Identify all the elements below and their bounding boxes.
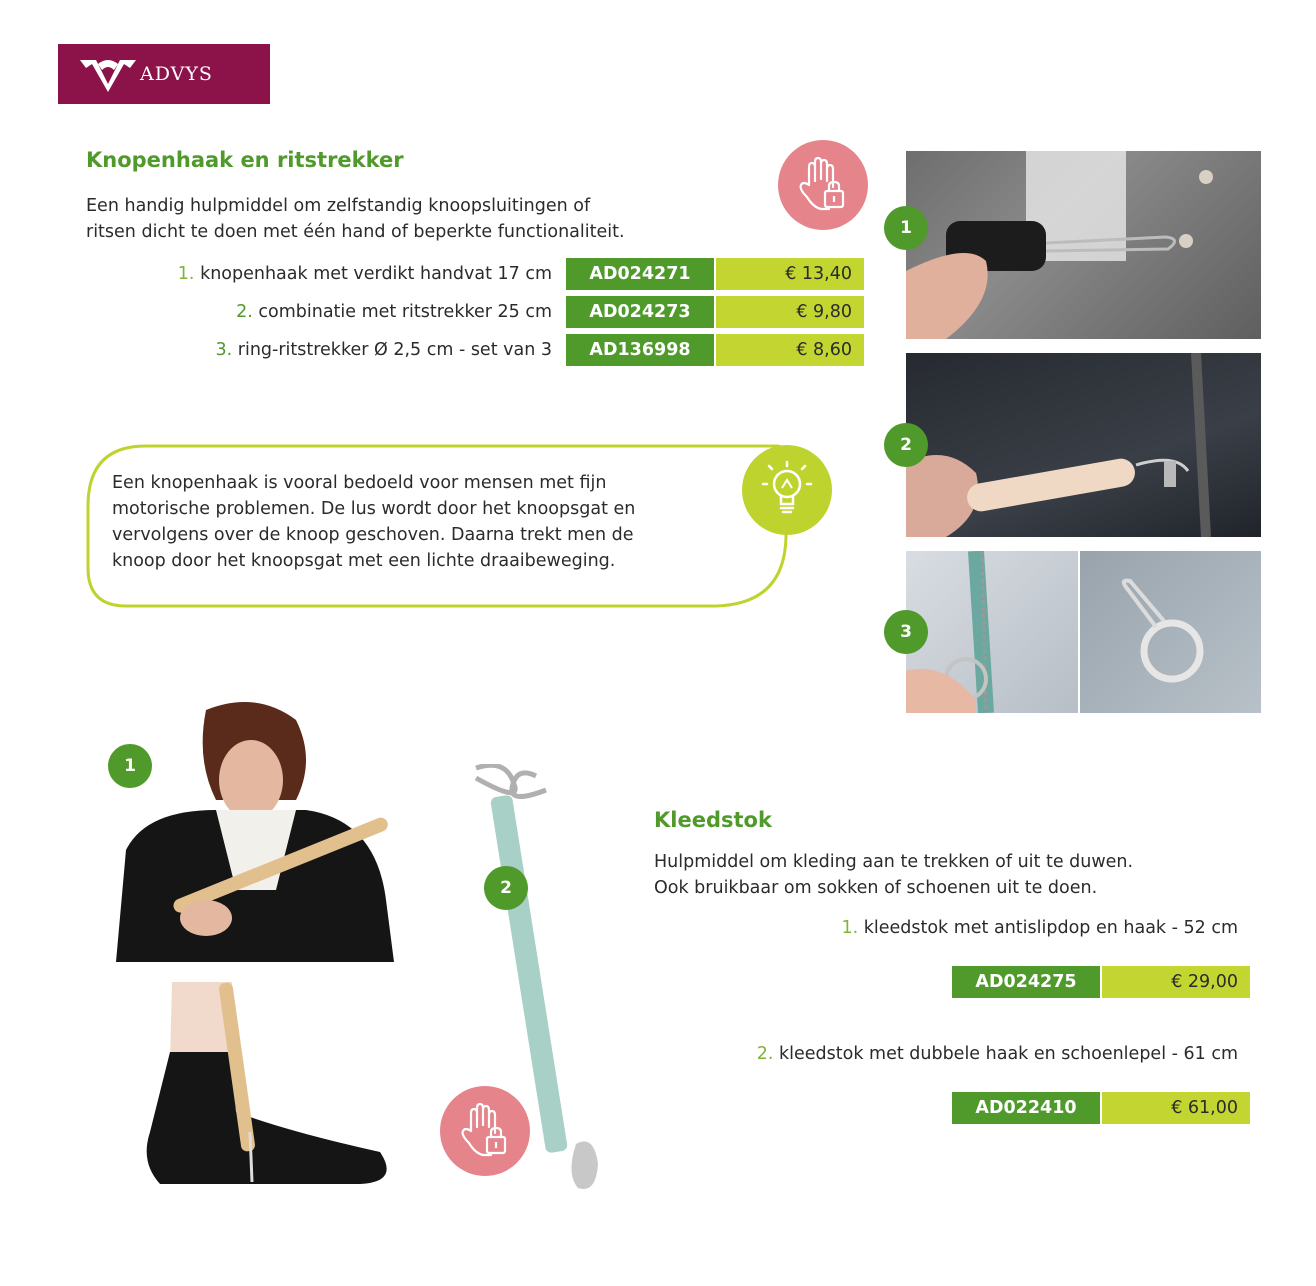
hand-lock-badge [440,1086,530,1176]
product-photo-2 [906,353,1261,537]
product-price: € 29,00 [1102,966,1250,998]
product-label [841,918,1238,938]
item-number: 2. [756,1044,774,1064]
product-code: AD024273 [566,296,714,328]
tip-line: knoop door het knoopsgat met een lichte draaibeweging. [112,551,616,571]
section-title-knopenhaak: Knopenhaak en ritstrekker [86,148,404,172]
product-photo-kleedstok-woman [86,700,394,962]
product-label [178,264,552,284]
photo-number-badge: 3 [884,610,928,654]
product-photo-1 [906,151,1261,339]
intro-line: Een handig hulpmiddel om zelfstandig knoopsluitingen of [86,196,591,216]
tip-line: vervolgens over de knoop geschoven. Daarna trekt men de [112,525,634,545]
section-intro-knopenhaak [86,193,786,245]
photo-number-badge: 2 [484,866,528,910]
product-code: AD024275 [952,966,1100,998]
product-price: € 13,40 [716,258,864,290]
product-label [236,302,552,322]
product-row [0,258,552,290]
product-code: AD022410 [952,1092,1100,1124]
product-price: € 8,60 [716,334,864,366]
hand-lock-badge [778,140,868,230]
product-photo-3a [906,551,1078,713]
product-label [757,1044,1238,1064]
section-title-kleedstok: Kleedstok [654,808,772,832]
tip-line: motorische problemen. De lus wordt door het knoopsgat en [112,499,636,519]
photo-number-badge: 2 [884,423,928,467]
tip-text [112,470,752,574]
item-label: kleedstok met dubbele haak en schoenlepel - 61 cm [779,1044,1238,1064]
product-price: € 61,00 [1102,1092,1250,1124]
tip-badge [742,445,832,535]
lightbulb-icon [757,458,817,522]
item-label: kleedstok met antislipdop en haak - 52 cm [863,918,1238,938]
item-number: 2. [236,302,253,322]
photo-number-badge: 1 [884,206,928,250]
item-label: ring-ritstrekker Ø 2,5 cm - set van 3 [237,340,552,360]
intro-line: ritsen dicht te doen met één hand of beperkte functionaliteit. [86,222,625,242]
item-label: knopenhaak met verdikt handvat 17 cm [200,264,552,284]
product-code: AD136998 [566,334,714,366]
brand-name: ADVYS [140,63,213,85]
section-intro-kleedstok [654,849,1274,901]
item-number: 1. [841,918,859,938]
intro-line: Ook bruikbaar om sokken of schoenen uit te doen. [654,878,1098,898]
product-price: € 9,80 [716,296,864,328]
hand-lock-icon [457,1101,513,1161]
item-number: 1. [177,264,195,284]
product-code: AD024271 [566,258,714,290]
intro-line: Hulpmiddel om kleding aan te trekken of uit te duwen. [654,852,1134,872]
product-row [0,334,552,366]
tip-line: Een knopenhaak is vooral bedoeld voor mensen met fijn [112,473,607,493]
logo-mark-icon [78,54,138,94]
product-row [0,296,552,328]
brand-logo [58,44,270,104]
product-label [215,340,552,360]
product-photo-3b [1080,551,1261,713]
photo-number-badge: 1 [108,744,152,788]
product-photo-kleedstok-sock [140,982,394,1184]
hand-lock-icon [795,155,851,215]
item-number: 3. [215,340,233,360]
item-label: combinatie met ritstrekker 25 cm [258,302,552,322]
